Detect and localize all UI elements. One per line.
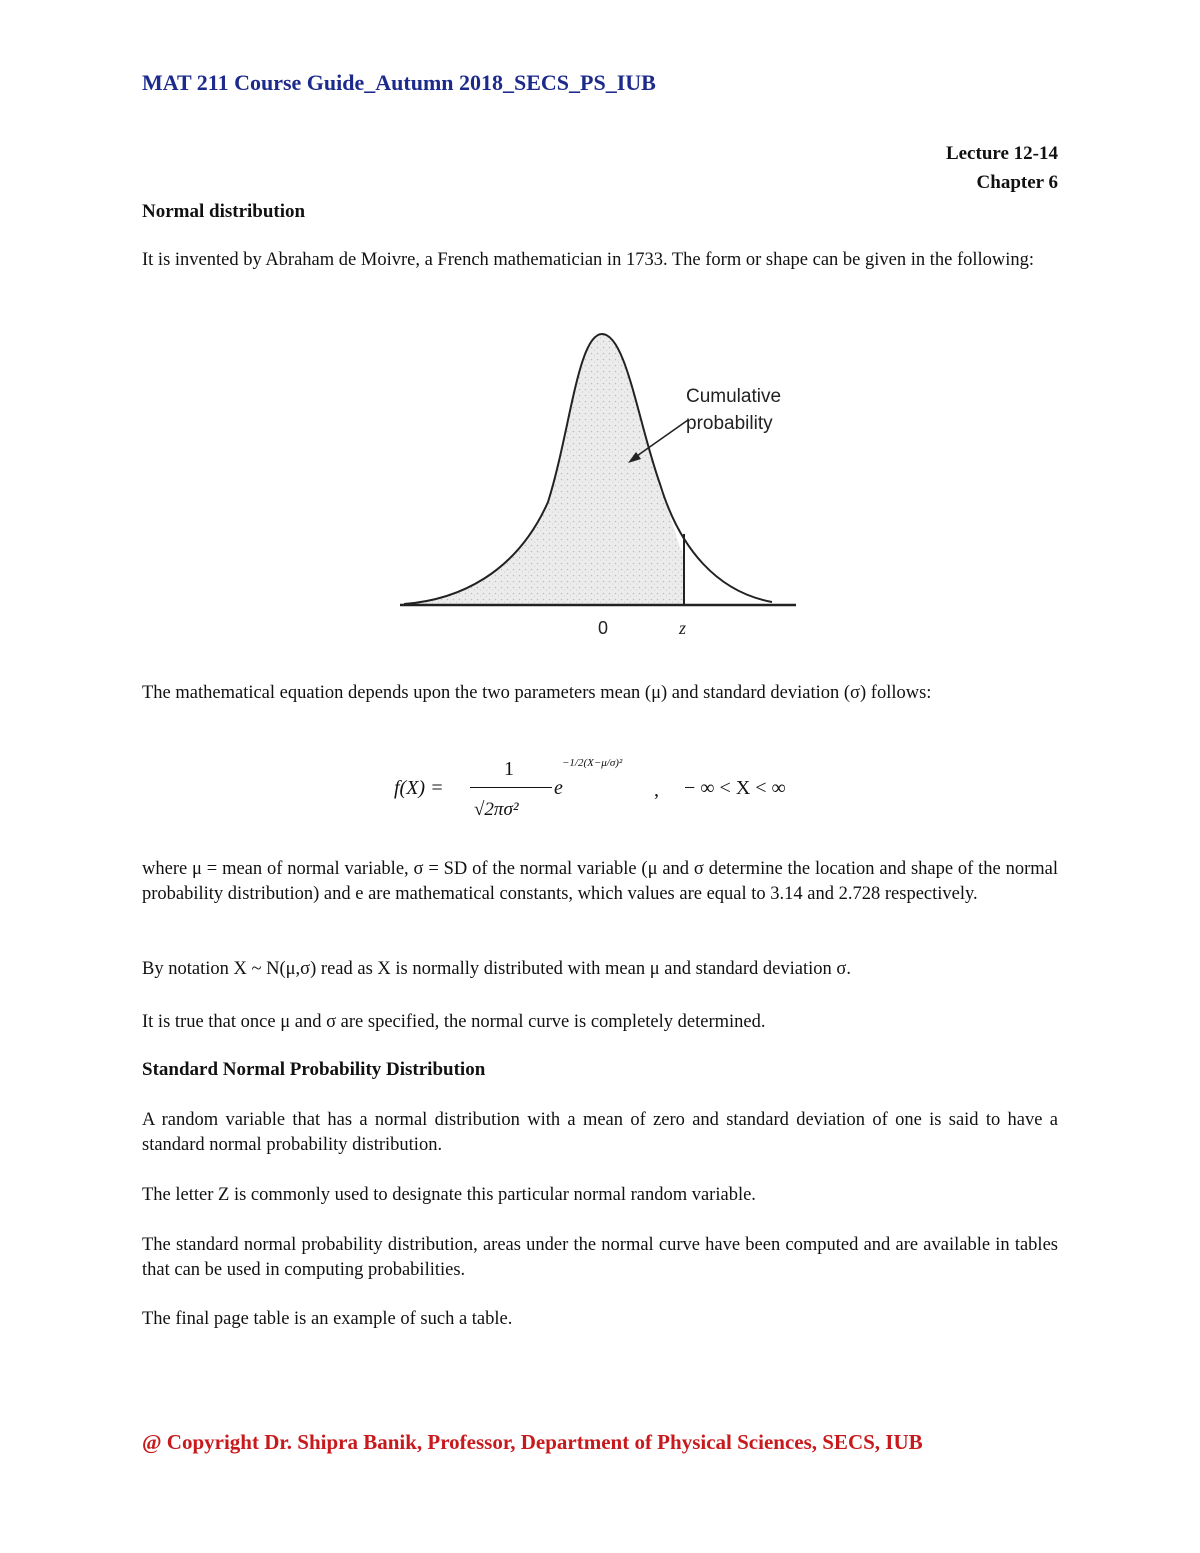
formula-comma: , bbox=[654, 779, 659, 801]
formula-range: − ∞ < X < ∞ bbox=[684, 777, 786, 799]
equation-intro-paragraph: The mathematical equation depends upon the two parameters mean (μ) and standard deviation (σ) follows: bbox=[142, 683, 932, 703]
axis-label-z: z bbox=[679, 618, 687, 638]
normal-curve-figure bbox=[398, 322, 802, 642]
chapter-number: Chapter 6 bbox=[976, 172, 1058, 193]
annotation-cumulative: Cumulative bbox=[686, 386, 782, 407]
formula-e: e bbox=[554, 777, 563, 799]
normal-pdf-formula bbox=[392, 755, 832, 835]
cumulative-area bbox=[404, 334, 684, 604]
section-heading-normal-distribution: Normal distribution bbox=[142, 201, 306, 222]
formula-exponent: −1/2(X−μ/σ)² bbox=[562, 757, 623, 769]
lecture-number: Lecture 12-14 bbox=[945, 143, 1058, 164]
standard-normal-paragraph-1: A random variable that has a normal distribution with a mean of zero and standard deviation of one is said to have a standard normal probability distribution. bbox=[142, 1110, 1058, 1155]
formula-denominator: √2πσ² bbox=[474, 799, 519, 820]
formula-numerator: 1 bbox=[504, 758, 514, 780]
formula-fraction-bar bbox=[470, 787, 552, 788]
axis-label-zero: 0 bbox=[598, 618, 609, 638]
standard-normal-paragraph-2: The letter Z is commonly used to designate this particular normal random variable. bbox=[142, 1185, 756, 1205]
annotation-probability: probability bbox=[686, 413, 773, 434]
copyright-footer: @ Copyright Dr. Shipra Banik, Professor, Department of Physical Sciences, SECS, IUB bbox=[142, 1430, 923, 1454]
page-header-title: MAT 211 Course Guide_Autumn 2018_SECS_PS_IUB bbox=[142, 70, 656, 95]
section-heading-standard-normal: Standard Normal Probability Distribution bbox=[142, 1059, 486, 1080]
formula-lhs: f(X) = bbox=[394, 777, 444, 799]
standard-normal-paragraph-3: The standard normal probability distribution, areas under the normal curve have been computed and are available in tables that can be used in computing probabilities. bbox=[142, 1235, 1058, 1280]
determined-paragraph: It is true that once μ and σ are specified, the normal curve is completely determined. bbox=[142, 1012, 766, 1032]
intro-paragraph: It is invented by Abraham de Moivre, a French mathematician in 1733. The form or shape can be given in the following: bbox=[142, 250, 1035, 270]
notation-paragraph: By notation X ~ N(μ,σ) read as X is normally distributed with mean μ and standard deviation σ. bbox=[142, 959, 851, 979]
standard-normal-paragraph-4: The final page table is an example of such a table. bbox=[142, 1309, 513, 1329]
where-paragraph: where μ = mean of normal variable, σ = SD of the normal variable (μ and σ determine the location and shape of the normal probability distribution) and e are mathematical constants, which values are equal to 3.14 and 2.728 respectively. bbox=[142, 859, 1058, 904]
